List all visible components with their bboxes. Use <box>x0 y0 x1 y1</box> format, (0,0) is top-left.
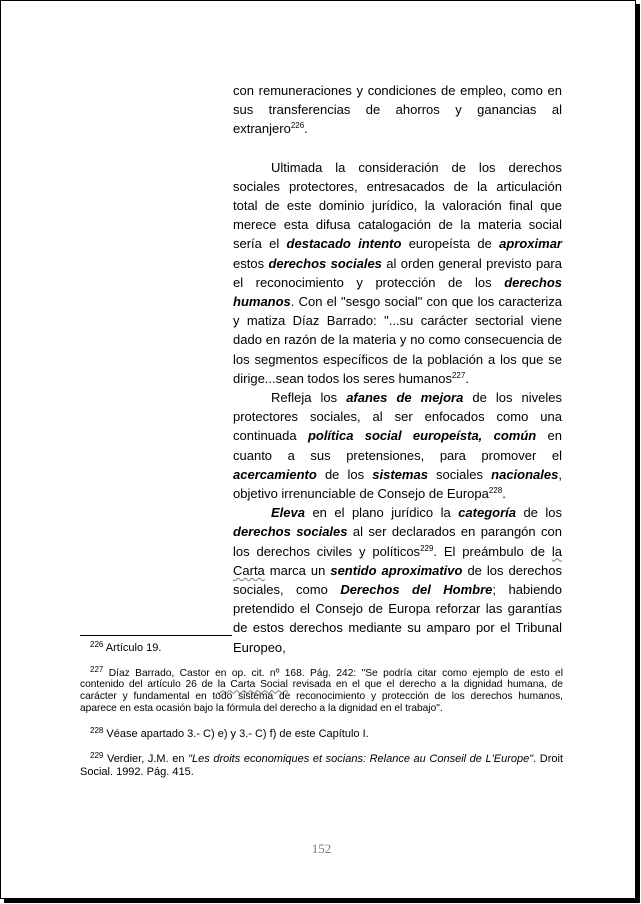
paragraph-gap <box>233 139 562 158</box>
emphasis-derechos-sociales-2: derechos sociales <box>233 524 348 540</box>
paragraph-ultimada: Ultimada la consideración de los derechos sociales protectores, entresacados de la articulación total de este dominio jurídico, la valoración final que merece esta difusa catalogación de la materia social sería el destacado intento europeísta de aproximar estos derechos sociales al orden general previsto para el reconocimiento y protección de los derechos humanos. Con el "sesgo social" con que los caracteriza y matiza Díaz Barrado: "...su carácter sectorial viene dado en razón de la materia y no como consecuencia de los segmentos específicos de la población a los que se dirige...sean todos los seres humanos$^{227}$. <box>233 159 562 386</box>
footnote-226: $^{226}$ Artículo 19. <box>90 640 162 654</box>
footnotes <box>80 642 563 792</box>
emphasis-acercamiento: acercamiento <box>233 466 317 482</box>
footnote-ref-229: 229 <box>420 543 434 553</box>
spellcheck-underline: la Carta Social <box>217 679 288 691</box>
paragraph-refleja: Refleja los afanes de mejora de los niveles protectores sociales, al ser enfocados como una continuada política social europeísta, común en cuanto a sus pretensiones, para promover el acercamiento de los sistemas sociales nacionales, objetivo irrenunciable de Consejo de Europa$^{228}$. <box>233 390 563 502</box>
spellcheck-underline: la Carta <box>233 543 562 578</box>
emphasis-aproximar: aproximar <box>499 236 562 252</box>
emphasis-derechos-humanos: derechos humanos <box>233 274 562 310</box>
emphasis-eleva: Eleva <box>271 505 305 521</box>
emphasis-sentido-aproximativo: sentido aproximativo <box>330 562 463 578</box>
footnote-228: $^{228}$ Véase apartado 3.- C) e) y 3.- C) f) de este Capítulo I. <box>90 725 369 740</box>
page-number: 152 <box>311 841 332 856</box>
paragraph-continuation: con remuneraciones y condiciones de empleo, como en sus transferencias de ahorros y ganancias al extranjero$^{226}$. <box>233 83 562 137</box>
footnote-ref-227: 227 <box>451 370 466 380</box>
body-text <box>233 81 562 657</box>
footnote-229: $^{229}$ Verdier, J.M. en "Les droits economiques et socians: Relance au Conseil de L'Europe". Droit Social. 1992. Pág. 415. <box>80 751 564 778</box>
footnote-separator <box>80 635 232 636</box>
footnote-ref-226: 226 <box>290 121 305 131</box>
footnote-ref-228: 228 <box>488 486 503 496</box>
emphasis-derechos-del-hombre: Derechos del Hombre <box>340 582 493 598</box>
emphasis-destacado-intento: destacado intento <box>286 236 402 252</box>
emphasis-politica-social: política social europeísta, común <box>307 428 537 444</box>
emphasis-afanes-de-mejora: afanes de mejora <box>346 390 464 406</box>
emphasis-categoria: categoría <box>458 505 516 521</box>
footnote-227: $^{227}$ Díaz Barrado, Castor en op. cit. nº 168. Pág. 242: "Se podría citar como ejemplo de esto el contenido del artículo 26 de la Carta Social revisada en el que el derecho a la dignidad humana, de carácter y fundamental en todo sistema de reconocimiento y protección de los derechos humanos, aparece en esta ocasión bajo la fórmula del derecho a la dignidad en el trabajo". <box>80 664 563 714</box>
emphasis-sistemas: sistemas <box>372 466 428 482</box>
emphasis-nacionales: nacionales <box>491 466 559 482</box>
paragraph-eleva: Eleva en el plano jurídico la categoría de los derechos sociales al ser declarados en parangón con los derechos civiles y políticos$^{229}$. El preámbulo de la Carta marca un sentido aproximativo de los derechos sociales, como Derechos del Hombre; habiendo pretendido el Consejo de Europa reforzar las garantías de estos derechos mediante su amparo por el Tribunal Europeo, <box>233 505 562 655</box>
emphasis-derechos-sociales: derechos sociales <box>268 255 382 271</box>
cited-title: "Les droits economiques et socians: Relance au Conseil de L'Europe" <box>188 753 534 766</box>
